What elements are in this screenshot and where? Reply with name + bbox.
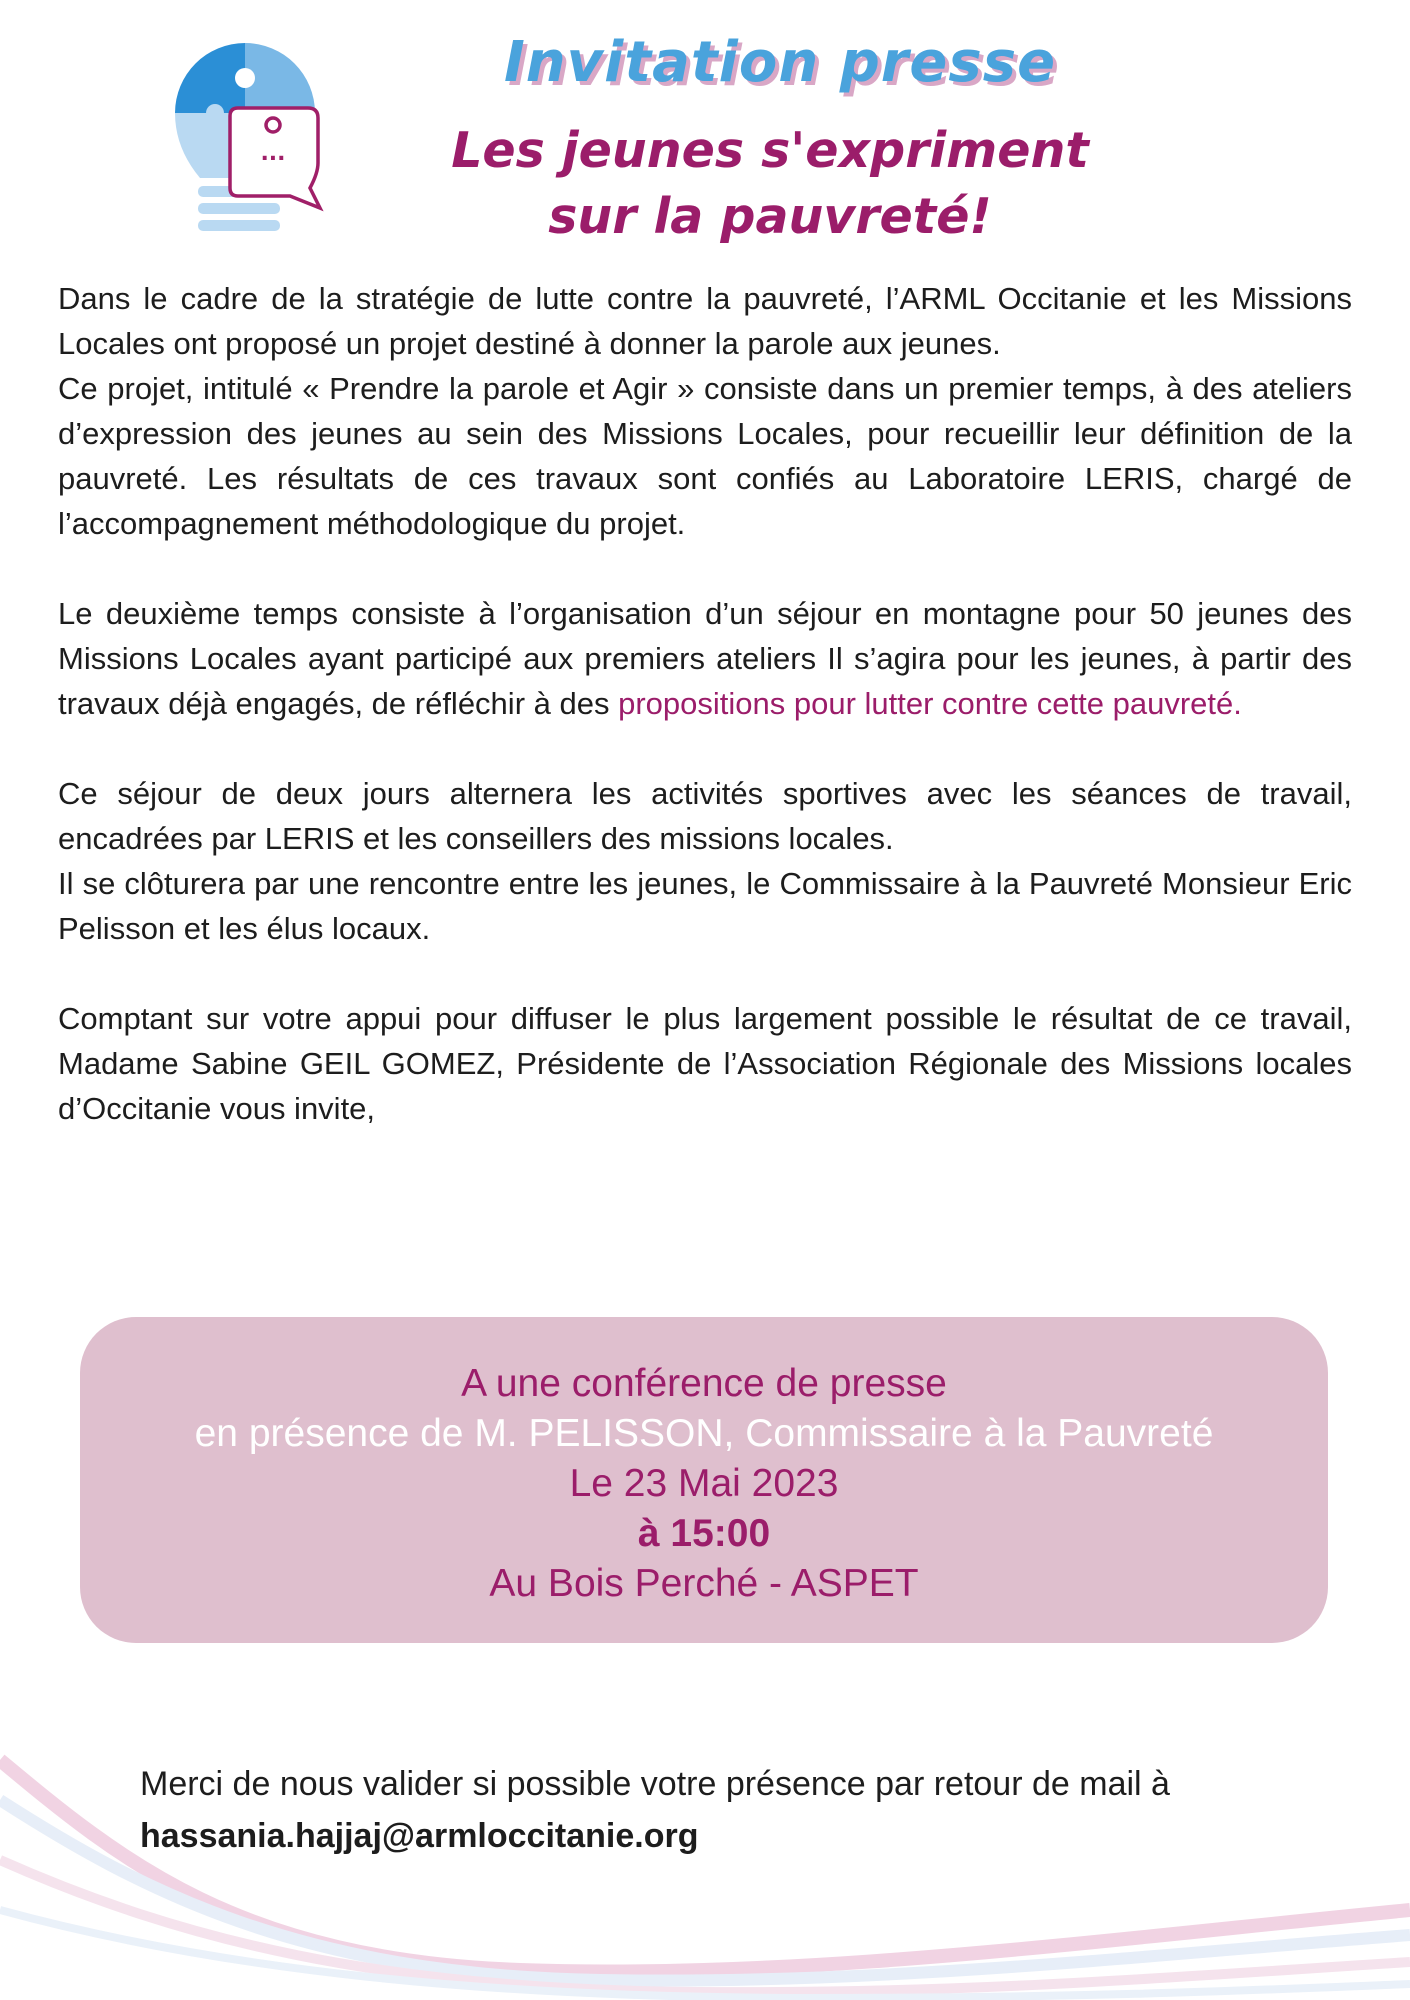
subtitle-line-2: sur la pauvreté! <box>548 188 992 245</box>
paragraph-closing: Il se clôturera par une rencontre entre les jeunes, le Commissaire à la Pauvreté Monsieur Eric Pelisson et les élus locaux. <box>58 866 1352 946</box>
event-place: Au Bois Perché - ASPET <box>489 1562 919 1605</box>
speech-bubble-dots: ... <box>260 141 286 166</box>
event-time: à 15:00 <box>637 1512 771 1555</box>
invitation-title: Invitation presse <box>503 30 1057 95</box>
event-date: Le 23 Mai 2023 <box>569 1462 839 1505</box>
paragraph-activities: Ce séjour de deux jours alternera les activités sportives avec les séances de travail, encadrées par LERIS et les conseillers des missions locales. <box>58 776 1352 856</box>
paragraph-stay-text: Le deuxième temps consiste à l’organisation d’un séjour en montagne pour 50 jeunes des Missions Locales ayant participé aux premiers ateliers Il s’agira pour les jeunes, à partir des travaux déjà engagés, de réfléchir à des <box>58 596 1352 721</box>
subtitle-line-1: Les jeunes s'expriment <box>451 122 1089 179</box>
body-text <box>58 276 1352 1131</box>
paragraph-stay-highlight: propositions pour lutter contre cette pauvreté. <box>618 686 1242 721</box>
event-type: A une conférence de presse <box>461 1362 947 1405</box>
paragraph-stay <box>58 591 1352 726</box>
event-details-box <box>80 1317 1328 1643</box>
rsvp-text: Merci de nous valider si possible votre présence par retour de mail à <box>140 1765 1170 1803</box>
lightbulb-puzzle-logo-icon <box>160 38 330 248</box>
rsvp-email-link[interactable]: hassania.hajjaj@armloccitanie.org <box>140 1817 699 1855</box>
paragraph-invitation: Comptant sur votre appui pour diffuser le plus largement possible le résultat de ce travail, Madame Sabine GEIL GOMEZ, Présidente de l’Association Régionale des Missions locales d’Occitanie vous invite, <box>58 1001 1352 1126</box>
page-subtitle <box>430 118 1110 250</box>
rsvp-footer <box>140 1758 1320 1862</box>
paragraph-context: Dans le cadre de la stratégie de lutte contre la pauvreté, l’ARML Occitanie et les Missions Locales ont proposé un projet destiné à donner la parole aux jeunes. <box>58 281 1352 361</box>
paragraph-project: Ce projet, intitulé « Prendre la parole et Agir » consiste dans un premier temps, à des ateliers d’expression des jeunes au sein des Missions Locales, pour recueillir leur définition de la pauvreté. Les résultats de ces travaux sont confiés au Laboratoire LERIS, chargé de l’accompagnement méthodologique du projet. <box>58 371 1352 541</box>
event-guest: en présence de M. PELISSON, Commissaire à la Pauvreté <box>194 1412 1214 1455</box>
